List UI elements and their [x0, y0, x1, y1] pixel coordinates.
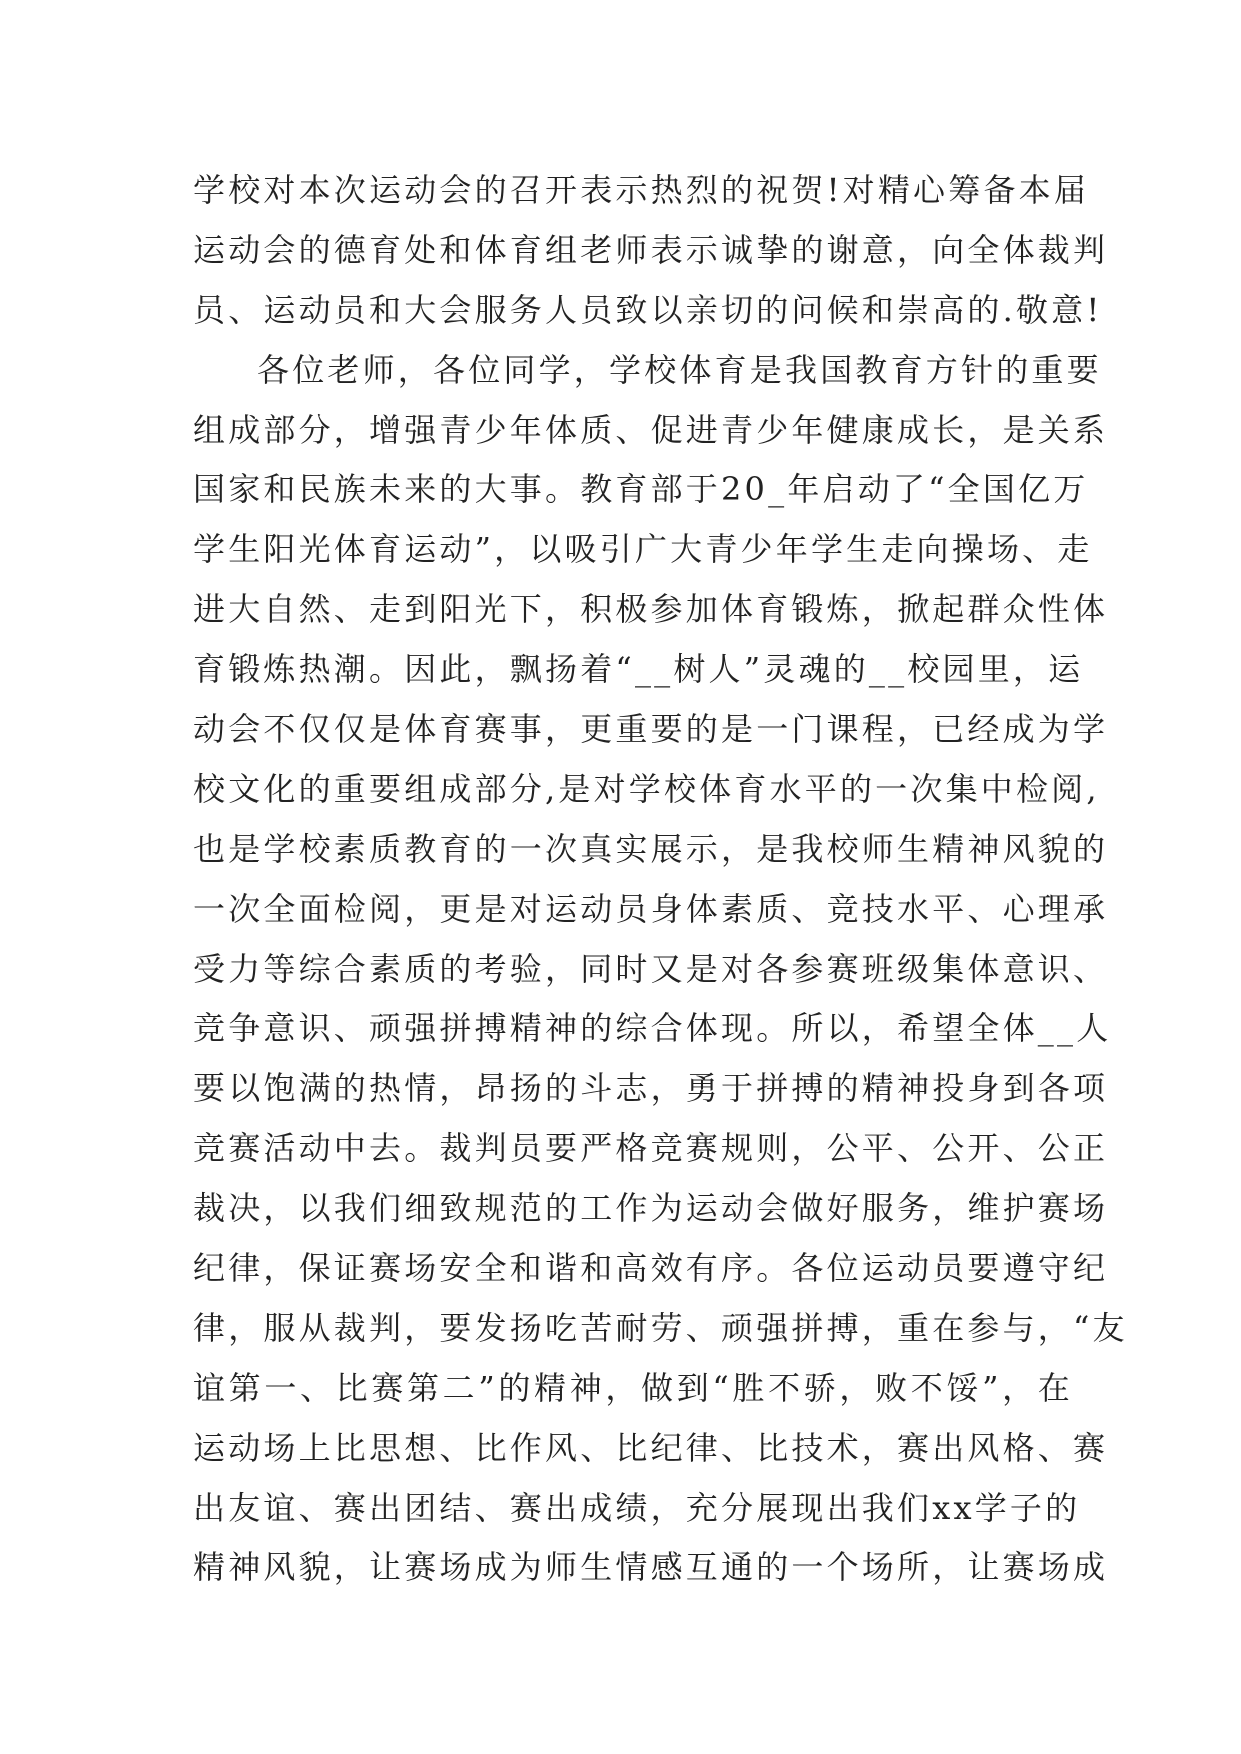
- text-line: 学校对本次运动会的召开表示热烈的祝贺!对精心筹备本届: [193, 171, 1090, 209]
- text-line: 竞争意识、顽强拼搏精神的综合体现。所以，希望全体__人: [193, 1009, 1112, 1048]
- text-line: 出友谊、赛出团结、赛出成绩，充分展现出我们xx学子的: [193, 1488, 1081, 1527]
- text-line: 育锻炼热潮。因此，飘扬着“__树人”灵魂的__校园里，运: [193, 650, 1084, 689]
- text-line: 也是学校素质教育的一次真实展示，是我校师生精神风貌的: [193, 829, 1109, 868]
- text-line: 要以饱满的热情，昂扬的斗志，勇于拼搏的精神投身到各项: [193, 1069, 1109, 1108]
- text-line: 裁决，以我们细致规范的工作为运动会做好服务，维护赛场: [193, 1189, 1109, 1228]
- text-line: 校文化的重要组成部分,是对学校体育水平的一次集中检阅,: [193, 769, 1100, 808]
- text-line: 一次全面检阅，更是对运动员身体素质、竞技水平、心理承: [193, 889, 1109, 928]
- text-line: 动会不仅仅是体育赛事，更重要的是一门课程，已经成为学: [193, 710, 1109, 749]
- text-line: 进大自然、走到阳光下，积极参加体育锻炼，掀起群众性体: [193, 590, 1109, 629]
- text-line: 运动会的德育处和体育组老师表示诚挚的谢意，向全体裁判: [193, 230, 1109, 269]
- text-line: 学生阳光体育运动”，以吸引广大青少年学生走向操场、走: [193, 530, 1093, 569]
- text-line: 员、运动员和大会服务人员致以亲切的问候和崇高的.敬意!: [193, 290, 1103, 329]
- text-line: 精神风貌，让赛场成为师生情感互通的一个场所，让赛场成: [193, 1548, 1109, 1587]
- text-line: 谊第一、比赛第二”的精神，做到“胜不骄，败不馁”，在: [193, 1368, 1073, 1407]
- text-line: 竞赛活动中去。裁判员要严格竞赛规则，公平、公开、公正: [193, 1129, 1109, 1168]
- text-line: 国家和民族未来的大事。教育部于20_年启动了“全国亿万: [193, 470, 1089, 509]
- text-line: 纪律，保证赛场安全和谐和高效有序。各位运动员要遵守纪: [193, 1249, 1109, 1288]
- document-body: [193, 160, 1128, 1597]
- text-line: 运动场上比思想、比作风、比纪律、比技术，赛出风格、赛: [193, 1428, 1109, 1467]
- text-line: 组成部分，增强青少年体质、促进青少年健康成长，是关系: [193, 410, 1109, 449]
- text-line: 律，服从裁判，要发扬吃苦耐劳、顽强拼搏，重在参与，“友: [193, 1308, 1128, 1347]
- paragraph-first-line: 各位老师，各位同学，学校体育是我国教育方针的重要: [257, 350, 1102, 389]
- text-line: 受力等综合素质的考验，同时又是对各参赛班级集体意识、: [193, 949, 1109, 988]
